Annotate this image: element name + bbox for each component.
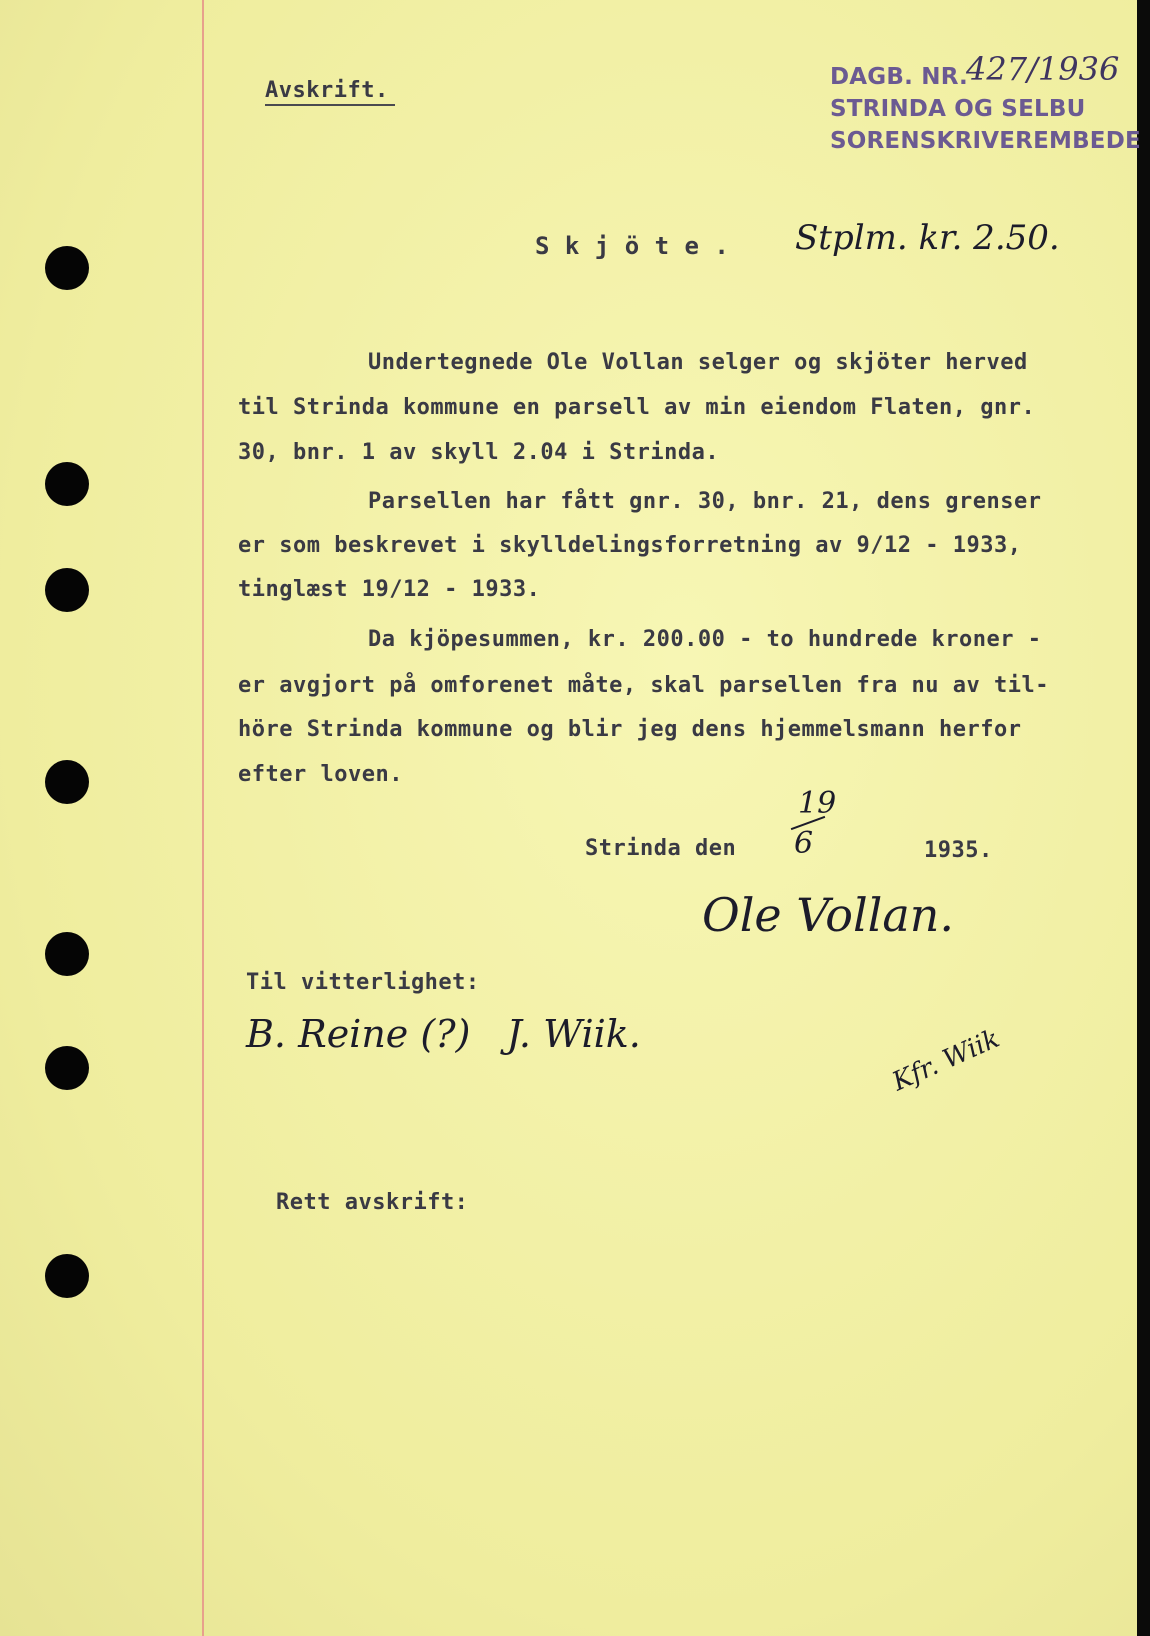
body-line: Da kjöpesummen, kr. 200.00 - to hundrede kroner - (368, 627, 1042, 652)
punch-hole (45, 760, 89, 804)
date-month: 6 (794, 826, 814, 861)
stamp-line-1: DAGB. NR. (830, 64, 968, 90)
punch-hole (45, 1046, 89, 1090)
footer-label: Rett avskrift: (276, 1190, 469, 1215)
date-day: 19 (798, 786, 837, 821)
header-label: Avskrift. (265, 78, 389, 103)
stamp-number: 427/1936 (966, 50, 1120, 88)
date-year: 1935. (924, 838, 993, 863)
document-title: S k j ö t e . (535, 232, 730, 260)
punch-hole (45, 1254, 89, 1298)
stamp-line-2: STRINDA OG SELBU (830, 96, 1086, 122)
body-line: Parsellen har fått gnr. 30, bnr. 21, dens grenser (368, 489, 1042, 514)
body-line: 30, bnr. 1 av skyll 2.04 i Strinda. (238, 440, 720, 465)
witness-label: Til vitterlighet: (246, 970, 480, 995)
stamp-line-3: SORENSKRIVEREMBEDE (830, 128, 1141, 154)
body-line: höre Strinda kommune og blir jeg dens hjemmelsmann herfor (238, 717, 1022, 742)
body-line: til Strinda kommune en parsell av min eiendom Flaten, gnr. (238, 395, 1036, 420)
body-line: efter loven. (238, 762, 403, 787)
punch-hole (45, 932, 89, 976)
copy-note: Kfr. Wiik (888, 1023, 1005, 1098)
header-underline (265, 104, 395, 106)
signature: Ole Vollan. (702, 888, 955, 942)
body-line: Undertegnede Ole Vollan selger og skjöter herved (368, 350, 1028, 375)
witness-signatures: B. Reine (?) J. Wiik. (246, 1012, 641, 1056)
body-line: er som beskrevet i skylldelingsforretning av 9/12 - 1933, (238, 533, 1022, 558)
body-line: tinglæst 19/12 - 1933. (238, 577, 541, 602)
body-line: er avgjort på omforenet måte, skal parsellen fra nu av til- (238, 673, 1049, 698)
stamp-fee-note: Stplm. kr. 2.50. (795, 218, 1060, 258)
punch-hole (45, 462, 89, 506)
margin-line (202, 0, 204, 1636)
date-place: Strinda den (585, 836, 737, 861)
punch-hole (45, 246, 89, 290)
punch-hole (45, 568, 89, 612)
